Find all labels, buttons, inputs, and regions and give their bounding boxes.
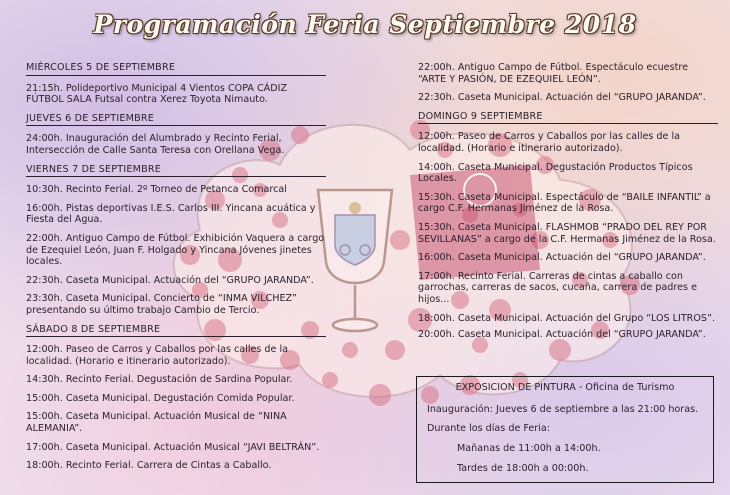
exhibition-title: EXPOSICION DE PINTURA - Oficina de Turismo: [455, 382, 675, 393]
event-item: 17:00h. Recinto Ferial. Carreras de cintas a caballo con garrochas, carreras de sacos, cucaña, carrera de padres e hijos...: [418, 270, 697, 305]
page-title: Programación Feria Septiembre 2018: [93, 10, 637, 39]
event-item: 12:00h. Paseo de Carros y Caballos por las calles de la localidad. (Horario e itinerario autorizado).: [418, 131, 681, 154]
event-item: 16:00h. Pistas deportivas I.E.S. Carlos III. Yincana acuática y Fiesta del Agua.: [26, 202, 316, 226]
polka-dot: [369, 384, 391, 406]
schedule-right-column: [418, 62, 718, 346]
event-item: 14:00h. Caseta Municipal. Degustación Productos Típicos Locales.: [418, 161, 693, 185]
event-item: 20:00h. Caseta Municipal. Actuación del “GRUPO JARANDA”.: [418, 329, 706, 341]
event-item: 15:00h. Caseta Municipal. Actuación Musical de “NINA ALEMANIA”.: [26, 411, 287, 435]
event-item: 24:00h. Inauguración del Alumbrado y Recinto Ferial, Intersección de Calle Santa Teresa con Orellana Vega.: [26, 133, 285, 156]
day-block: [26, 62, 326, 106]
event-item: 15:30h. Caseta Municipal. FLASHMOB “PRADO DEL REY POR SEVILLANAS” a cargo de la C.F. Hermanas Jiménez de la Rosa.: [418, 221, 716, 245]
day-heading: JUEVES 6 DE SEPTIEMBRE: [26, 113, 326, 127]
event-item: 22:30h. Caseta Municipal. Actuación del “GRUPO JARANDA”.: [26, 274, 314, 286]
day-block: [26, 164, 326, 317]
day-block: [26, 324, 326, 472]
exhibition-afternoons: Tardes de 18:00h a 00:00h.: [457, 463, 589, 474]
event-item: 23:30h. Caseta Municipal. Concierto de “INMA VILCHEZ” presentando su último trabajo Cambio de Tercio.: [26, 293, 297, 316]
exhibition-during: Durante los días de Feria:: [427, 423, 551, 434]
event-item: 12:00h. Paseo de Carros y Caballos por las calles de la localidad. (Horario e itinerario autorizado).: [26, 344, 289, 367]
schedule-left-column: [26, 62, 326, 479]
event-item: 18:00h. Recinto Ferial. Carrera de Cintas a Caballo.: [26, 460, 272, 472]
day-block: [26, 113, 326, 157]
event-item: 15:00h. Caseta Municipal. Degustación Comida Popular.: [26, 392, 295, 404]
event-item: 22:00h. Antiguo Campo de Fútbol. Espectáculo ecuestre “ARTE Y PASIÓN, DE EZEQUIEL LEÓN”.: [418, 62, 688, 85]
day-heading: SÁBADO 8 DE SEPTIEMBRE: [26, 324, 326, 338]
polka-dot: [385, 340, 405, 360]
day-heading: MIÉRCOLES 5 DE SEPTIEMBRE: [26, 62, 326, 76]
event-item: 18:00h. Caseta Municipal. Actuación del Grupo “LOS LITROS”.: [418, 312, 716, 324]
event-item: 17:00h. Caseta Municipal. Actuación Musical “JAVI BELTRÁN”.: [26, 441, 320, 453]
event-item: 22:00h. Antiguo Campo de Fútbol. Exhibición Vaquera a cargo de Ezequiel León, Juan F. Holgado y Yincana Jóvenes jinetes locales.: [26, 232, 325, 268]
day-heading: VIERNES 7 DE SEPTIEMBRE: [26, 164, 326, 178]
event-item: 10:30h. Recinto Ferial. 2º Torneo de Petanca Comarcal: [26, 184, 287, 196]
event-item: 14:30h. Recinto Ferial. Degustación de Sardina Popular.: [26, 374, 293, 386]
polka-dot: [390, 230, 410, 250]
day-block: [418, 111, 718, 341]
event-item: 21:15h. Polideportivo Municipal 4 Vientos COPA CÁDIZ FÚTBOL SALA Futsal contra Xerez Toyota Nimauto.: [26, 82, 288, 106]
event-item: 22:30h. Caseta Municipal. Actuación del “GRUPO JARANDA”.: [418, 92, 706, 104]
event-item: 16:00h. Caseta Municipal. Actuación del “GRUPO JARANDA”.: [418, 252, 706, 264]
exhibition-mornings: Mañanas de 11:00h a 14:00h.: [457, 443, 601, 454]
event-item: 15:30h. Caseta Municipal. Espectáculo de “BAILE INFANTIL” a cargo C.F. Hermanas Jiménez de la Rosa.: [418, 191, 711, 215]
polka-dot: [342, 342, 358, 358]
exhibition-box: [416, 376, 714, 483]
exhibition-inauguration: Inauguración: Jueves 6 de septiembre a las 21:00 horas.: [427, 404, 699, 415]
day-heading: DOMINGO 9 SEPTIEMBRE: [418, 111, 718, 125]
